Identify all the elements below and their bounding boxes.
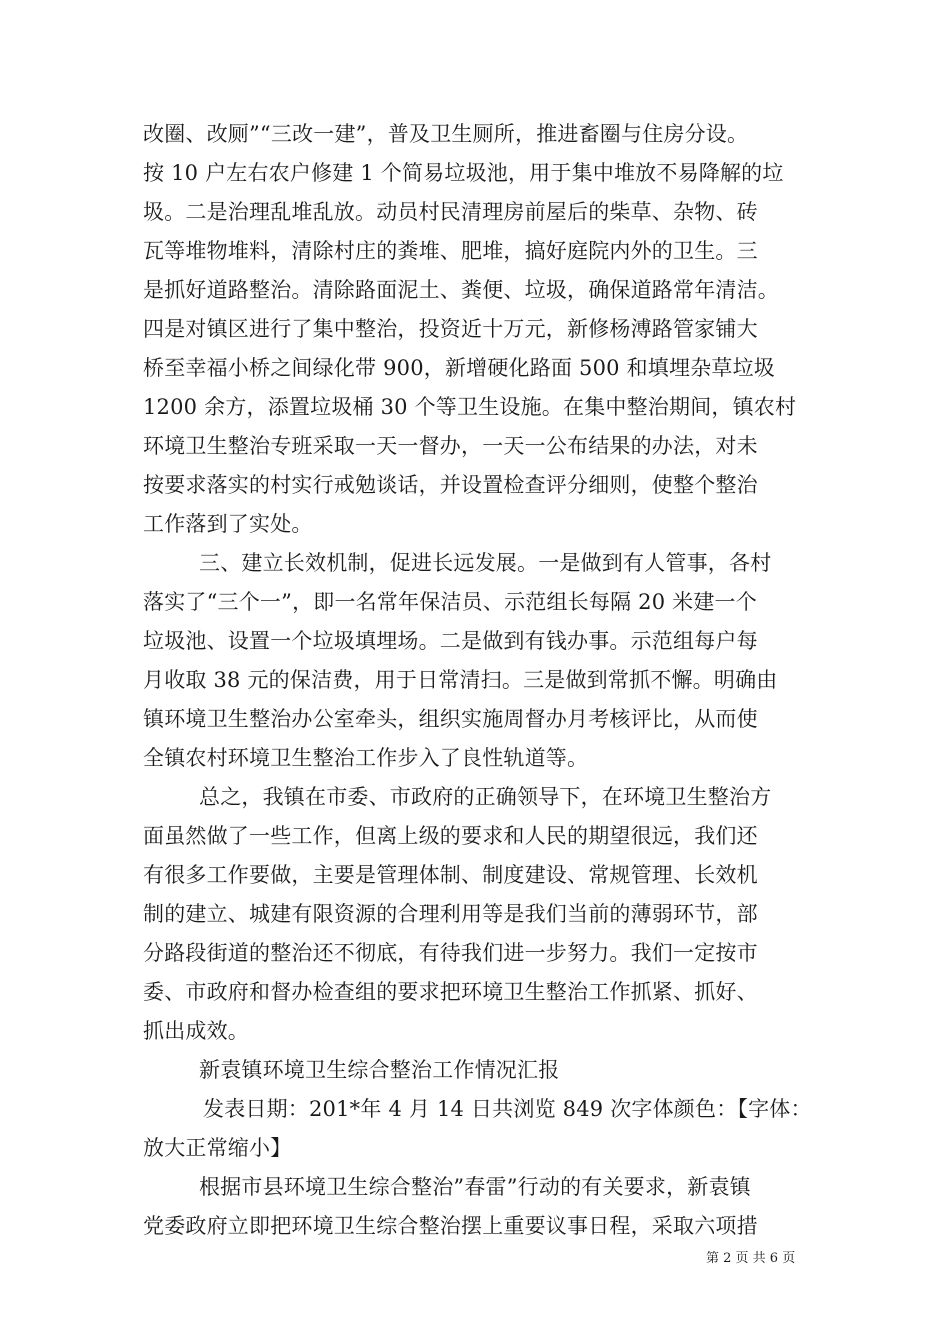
text-line: 镇环境卫生整治办公室牵头，组织实施周督办月考核评比，从而使 — [143, 707, 758, 731]
text-line: 分路段街道的整治还不彻底，有待我们进一步努力。我们一定按市 — [143, 941, 758, 965]
report-title: 新袁镇环境卫生综合整治工作情况汇报 — [199, 1058, 560, 1082]
text-line: 环境卫生整治专班采取一天一督办，一天一公布结果的办法，对未 — [143, 434, 758, 458]
text-line: 落实了“三个一”，即一名常年保洁员、示范组长每隔 20 米建一个 — [143, 590, 757, 614]
text-line: 抓出成效。 — [143, 1019, 249, 1043]
text-line: 有很多工作要做，主要是管理体制、制度建设、常规管理、长效机 — [143, 863, 758, 887]
text-line: 面虽然做了一些工作，但离上级的要求和人民的期望很远，我们还 — [143, 824, 758, 848]
text-line: 四是对镇区进行了集中整治，投资近十万元，新修杨溥路管家铺大 — [143, 317, 758, 341]
text-line: 改圈、改厕”“三改一建”，普及卫生厕所，推进畜圈与住房分设。 — [143, 122, 749, 146]
text-line: 全镇农村环境卫生整治工作步入了良性轨道等。 — [143, 746, 589, 770]
page-number-footer: 第 2 页 共 6 页 — [706, 1251, 796, 1266]
paragraph-start-line: 根据市县环境卫生综合整治”春雷”行动的有关要求，新袁镇 — [199, 1175, 751, 1199]
text-line: 按 10 户左右农户修建 1 个简易垃圾池，用于集中堆放不易降解的垃 — [143, 161, 784, 185]
text-line: 垃圾池、设置一个垃圾填埋场。二是做到有钱办事。示范组每户每 — [143, 629, 758, 653]
text-line: 桥至幸福小桥之间绿化带 900，新增硬化路面 500 和填埋杂草垃圾 — [143, 356, 775, 380]
text-line: 圾。二是治理乱堆乱放。动员村民清理房前屋后的柴草、杂物、砖 — [143, 200, 758, 224]
text-line: 瓦等堆物堆料，清除村庄的粪堆、肥堆，搞好庭院内外的卫生。三 — [143, 239, 758, 263]
paragraph-start-line: 总之，我镇在市委、市政府的正确领导下，在环境卫生整治方 — [199, 785, 772, 809]
text-line: 月收取 38 元的保洁费，用于日常清扫。三是做到常抓不懈。明确由 — [143, 668, 778, 692]
text-line: 党委政府立即把环境卫生综合整治摆上重要议事日程，采取六项措 — [143, 1214, 758, 1238]
paragraph-start-line: 三、建立长效机制，促进长远发展。一是做到有人管事，各村 — [199, 551, 772, 575]
font-size-controls: 放大正常缩小】 — [143, 1136, 292, 1160]
publish-info-line: 发表日期：201*年 4 月 14 日共浏览 849 次字体颜色：【字体： — [203, 1097, 812, 1121]
text-line: 1200 余方，添置垃圾桶 30 个等卫生设施。在集中整治期间，镇农村 — [143, 395, 797, 419]
text-line: 委、市政府和督办检查组的要求把环境卫生整治工作抓紧、抓好、 — [143, 980, 758, 1004]
text-line: 工作落到了实处。 — [143, 512, 313, 536]
text-line: 按要求落实的村实行戒勉谈话，并设置检查评分细则，使整个整治 — [143, 473, 758, 497]
text-line: 是抓好道路整治。清除路面泥土、粪便、垃圾，确保道路常年清洁。 — [143, 278, 779, 302]
text-line: 制的建立、城建有限资源的合理利用等是我们当前的薄弱环节，部 — [143, 902, 758, 926]
